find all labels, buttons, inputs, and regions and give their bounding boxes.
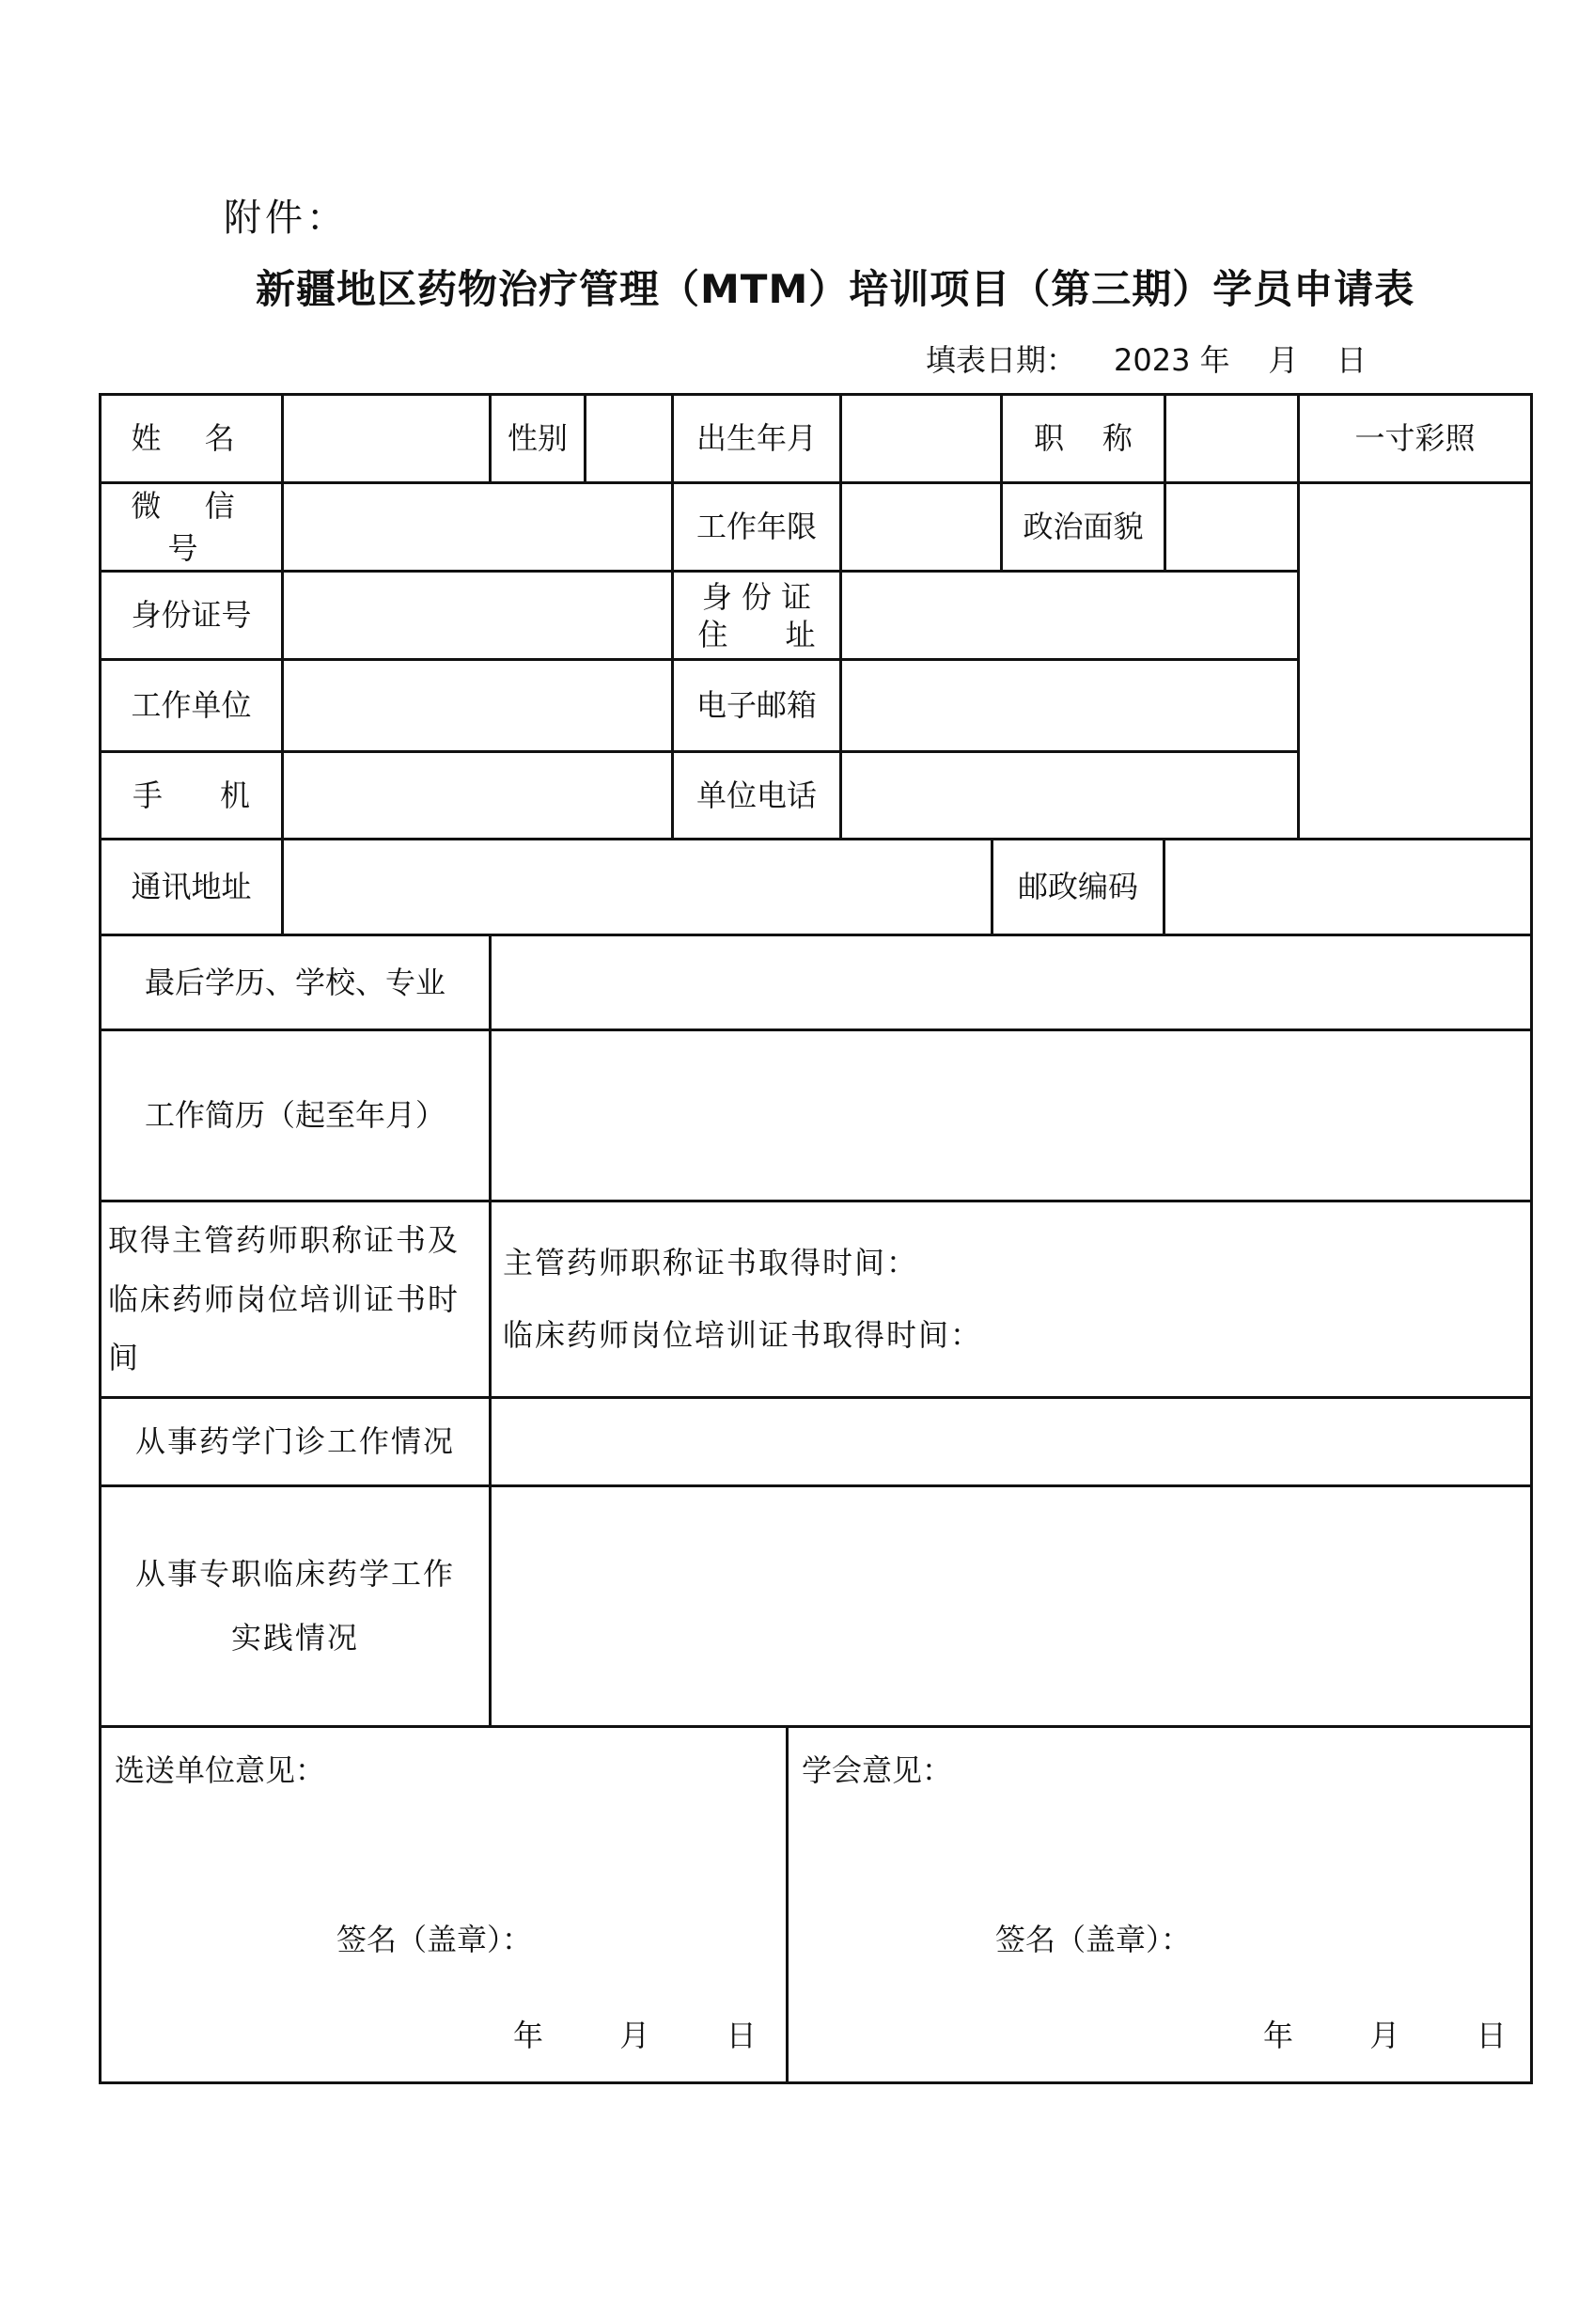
name-field[interactable] xyxy=(284,396,489,481)
cert-label: 取得主管药师职称证书及临床药师岗位培训证书时间 xyxy=(108,1222,461,1376)
id-number-label: 身份证号 xyxy=(131,597,252,634)
society-opinion-label: 学会意见： xyxy=(802,1752,953,1788)
education-field[interactable] xyxy=(492,936,1530,1029)
unit-opinion-label: 选送单位意见： xyxy=(115,1752,326,1788)
society-date-line: 年 月 日 xyxy=(1263,2018,1507,2053)
mobile-field[interactable] xyxy=(284,753,671,838)
unit-opinion-area[interactable] xyxy=(102,1728,786,2081)
work-history-field[interactable] xyxy=(492,1031,1530,1200)
practice-label: 从事专职临床药学工作 实践情况 xyxy=(134,1556,455,1656)
cert-line-2: 临床药师岗位培训证书取得时间： xyxy=(503,1317,983,1353)
id-number-field[interactable] xyxy=(284,573,671,658)
office-phone-field[interactable] xyxy=(842,753,1297,838)
photo-label: 一寸彩照 xyxy=(1354,420,1476,457)
postcode-field[interactable] xyxy=(1165,840,1530,934)
work-years-label: 工作年限 xyxy=(695,509,817,545)
office-phone-label: 单位电话 xyxy=(695,777,817,813)
work-history-label: 工作简历（起至年月） xyxy=(144,1097,445,1134)
id-address-label: 身 份 证 住 址 xyxy=(697,578,816,652)
birth-field[interactable] xyxy=(842,396,1000,481)
email-field[interactable] xyxy=(842,661,1297,750)
unit-signature-label: 签名（盖章）： xyxy=(336,1922,533,1957)
cert-field[interactable] xyxy=(503,1202,1527,1396)
political-label: 政治面貌 xyxy=(1023,509,1144,545)
political-field[interactable] xyxy=(1166,484,1297,570)
wechat-field[interactable] xyxy=(284,484,671,570)
email-label: 电子邮箱 xyxy=(695,687,817,724)
cert-line-1: 主管药师职称证书取得时间： xyxy=(503,1245,919,1281)
employer-field[interactable] xyxy=(284,661,671,750)
gender-field[interactable] xyxy=(586,396,671,481)
birth-label: 出生年月 xyxy=(695,420,817,457)
title-field[interactable] xyxy=(1166,396,1297,481)
mail-address-label: 通讯地址 xyxy=(131,869,252,905)
name-label: 姓 名 xyxy=(131,420,252,457)
title-label: 职 称 xyxy=(1034,420,1133,457)
table-border-right xyxy=(1530,393,1533,2084)
gender-label: 性别 xyxy=(507,420,568,457)
society-signature-label: 签名（盖章）： xyxy=(995,1922,1192,1957)
education-label: 最后学历、学校、专业 xyxy=(144,964,445,1000)
society-opinion-area[interactable] xyxy=(789,1728,1530,2081)
id-address-field[interactable] xyxy=(842,573,1297,658)
work-years-field[interactable] xyxy=(842,484,1000,570)
clinic-label: 从事药学门诊工作情况 xyxy=(134,1423,455,1460)
photo-area[interactable] xyxy=(1300,484,1530,838)
practice-field[interactable] xyxy=(492,1487,1530,1725)
wechat-label: 微 信 号 xyxy=(131,487,252,566)
fill-date-value: 2023 年 月 日 xyxy=(1114,342,1367,378)
clinic-field[interactable] xyxy=(492,1399,1530,1484)
mobile-label: 手 机 xyxy=(132,777,251,813)
fill-date xyxy=(926,337,1367,380)
employer-label: 工作单位 xyxy=(131,687,252,724)
fill-date-label: 填表日期： xyxy=(926,342,1077,378)
page-title: 新疆地区药物治疗管理（MTM）培训项目（第三期）学员申请表 xyxy=(256,266,1415,312)
table-border-bottom xyxy=(99,2081,1533,2084)
unit-date-line: 年 月 日 xyxy=(513,2018,757,2053)
postcode-label: 邮政编码 xyxy=(1017,869,1138,905)
attachment-label: 附件： xyxy=(224,196,348,240)
mail-address-field[interactable] xyxy=(284,840,991,934)
